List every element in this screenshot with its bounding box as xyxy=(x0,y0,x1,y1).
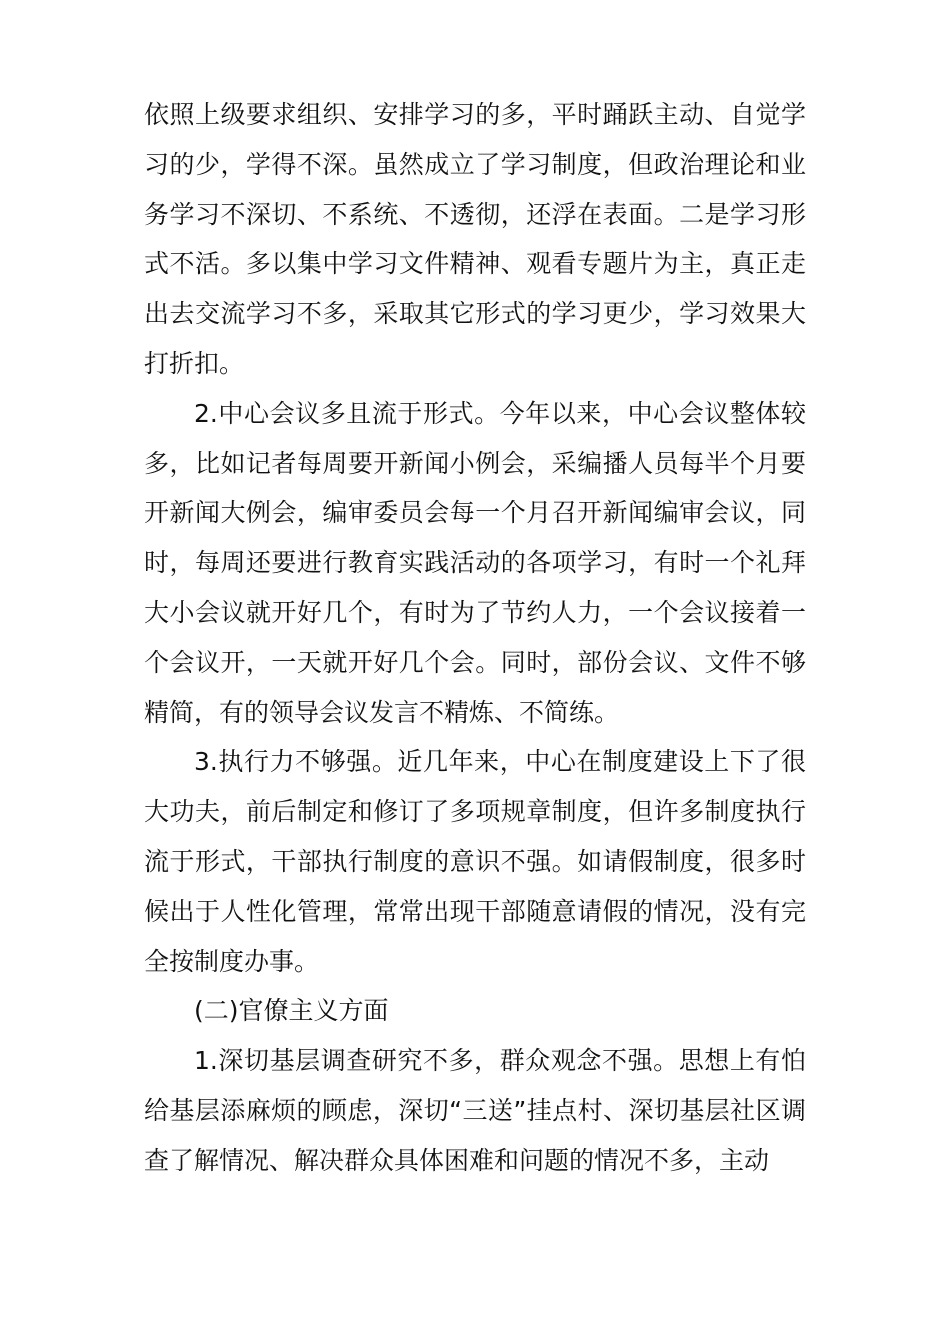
paragraph-study-issues: 依照上级要求组织、安排学习的多，平时踊跃主动、自觉学习的少，学得不深。虽然成立了学习制度，但政治理论和业务学习不深切、不系统、不透彻，还浮在表面。二是学习形式不活。多以集中学习文件精神、观看专题片为主，真正走出去交流学习不多，采取其它形式的学习更少，学习效果大打折扣。 xyxy=(144,100,806,378)
document-body xyxy=(144,90,806,1186)
paragraph-execution: 3.执行力不够强。近几年来，中心在制度建设上下了很大功夫，前后制定和修订了多项规章制度，但许多制度执行流于形式，干部执行制度的意识不强。如请假制度，很多时候出于人性化管理，常常出现干部随意请假的情况，没有完全按制度办事。 xyxy=(144,747,806,976)
section-heading-bureaucracy: (二)官僚主义方面 xyxy=(194,996,389,1026)
paragraph-grassroots-research: 1.深切基层调查研究不多，群众观念不强。思想上有怕给基层添麻烦的顾虑，深切“三送”挂点村、深切基层社区调查了解情况、解决群众具体困难和问题的情况不多，主动 xyxy=(144,1046,806,1175)
paragraph-meetings: 2.中心会议多且流于形式。今年以来，中心会议整体较多，比如记者每周要开新闻小例会，采编播人员每半个月要开新闻大例会，编审委员会每一个月召开新闻编审会议，同时，每周还要进行教育实践活动的各项学习，有时一个礼拜大小会议就开好几个，有时为了节约人力，一个会议接着一个会议开，一天就开好几个会。同时，部份会议、文件不够精简，有的领导会议发言不精炼、不简练。 xyxy=(144,398,806,727)
